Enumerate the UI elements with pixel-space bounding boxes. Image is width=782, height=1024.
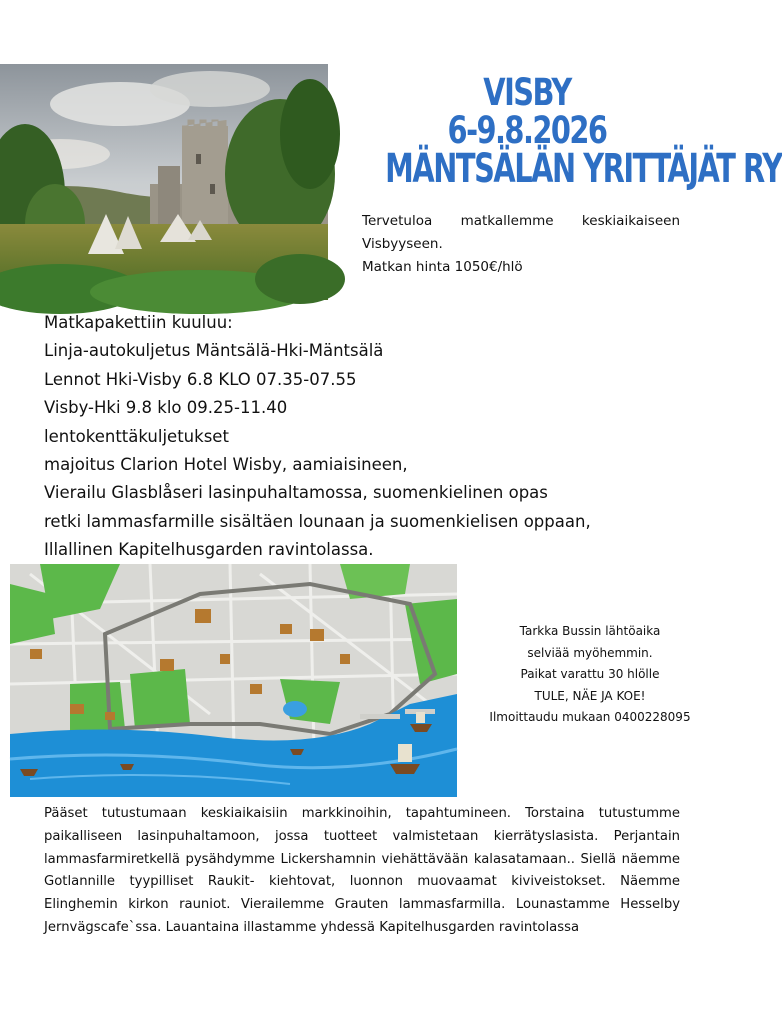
intro-text bbox=[362, 210, 680, 279]
side-info-line: Paikat varattu 30 hlölle bbox=[520, 667, 660, 681]
price-text: Matkan hinta 1050€/hlö bbox=[362, 259, 523, 275]
old-town-map-illustration bbox=[10, 564, 457, 797]
visby-wall-photo bbox=[0, 64, 328, 300]
package-heading: Matkapakettiin kuuluu: bbox=[44, 313, 233, 332]
package-item: Visby-Hki 9.8 klo 09.25-11.40 bbox=[44, 398, 288, 418]
title-destination: VISBY bbox=[483, 71, 571, 114]
trip-description: Pääset tutustumaan keskiaikaisiin markkinoihin, tapahtumineen. Torstaina tutustumme paikalliseen lasinpuhaltamoon, jossa tuotteet valmistetaan kierrätyslasista. Perjantain lammasfarmiretkellä pysähdymme Lickershamnin viehättävään kalasatamaan.. Siellä näemme Gotlannille tyypilliset Raukit- kiehtovat, luonnon muovaamat kiviveistokset. Näemme Elinghemin kirkon rauniot. Vierailemme Grauten lammasfarmilla. Lounastamme Hesselby Jernvägscafe`ssa. Lauantaina illastamme yhdessä Kapitelhusgarden ravintolassa bbox=[44, 806, 680, 935]
side-info-line: Tarkka Bussin lähtöaika bbox=[519, 624, 661, 638]
page-title bbox=[330, 71, 782, 192]
title-dates: 6-9.8.2026 bbox=[447, 109, 607, 152]
package-item: retki lammasfarmille sisältäen lounaan ja suomenkielisen oppaan, bbox=[44, 511, 591, 531]
package-item: Vierailu Glasblåseri lasinpuhaltamossa, suomenkielinen opas bbox=[44, 483, 548, 503]
side-info-line: Ilmoittaudu mukaan 0400228095 bbox=[489, 710, 691, 724]
package-item: lentokenttäkuljetukset bbox=[44, 426, 229, 446]
package-item: Lennot Hki-Visby 6.8 KLO 07.35-07.55 bbox=[44, 369, 357, 389]
welcome-text: Tervetuloa matkallemme keskiaikaiseen Visbyyseen. bbox=[362, 213, 680, 252]
package-item: majoitus Clarion Hotel Wisby, aamiaisineen, bbox=[44, 455, 408, 475]
side-info-line: selviää myöhemmin. bbox=[527, 645, 653, 660]
hero-photo bbox=[0, 64, 328, 300]
package-item: Linja-autokuljetus Mäntsälä-Hki-Mäntsälä bbox=[44, 341, 384, 361]
side-info-line: TULE, NÄE JA KOE! bbox=[534, 688, 646, 703]
visby-map bbox=[10, 564, 457, 797]
package-list bbox=[44, 309, 684, 565]
side-info bbox=[462, 621, 718, 729]
package-item: Illallinen Kapitelhusgarden ravintolassa. bbox=[44, 540, 374, 560]
title-organizer: MÄNTSÄLÄN YRITTÄJÄT RY bbox=[385, 146, 782, 192]
